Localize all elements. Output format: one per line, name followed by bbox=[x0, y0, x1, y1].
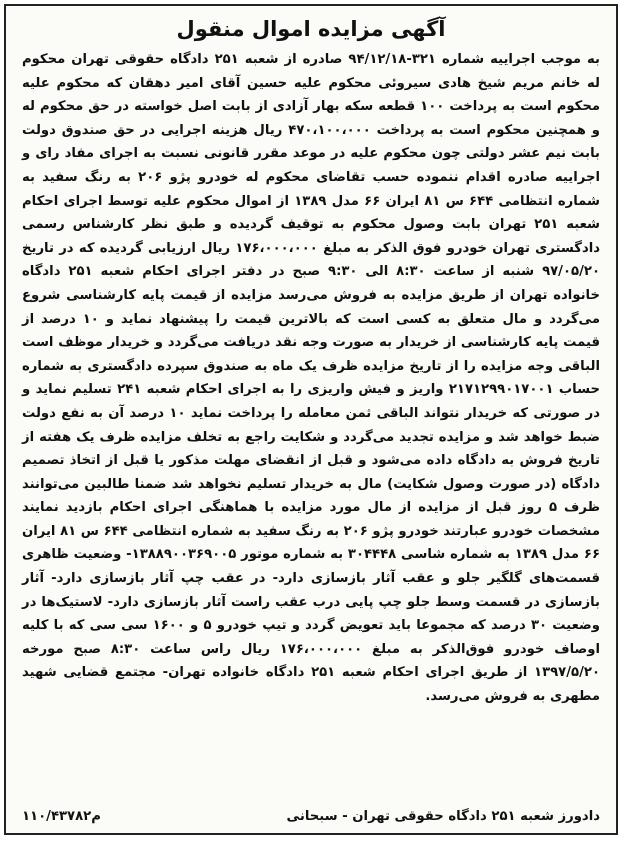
notice-signature: دادورز شعبه ۲۵۱ دادگاه حقوقی تهران - سبحانی bbox=[286, 809, 600, 824]
notice-body: به موجب اجراییه شماره ۳۲۱-۹۴/۱۲/۱۸ صادره از شعبه ۲۵۱ دادگاه حقوقی تهران محکوم له خانم مریم شیخ هادی سیروئی محکوم علیه حسین آقای امیر دهقان که محکوم علیه محکوم است به پرداخت ۱۰۰ قطعه سکه بهار آزادی از بابت اصل خواسته در حق محکوم له و همچنین محکوم است به پرداخت ۴۷۰،۱۰۰،۰۰۰ ریال هزینه اجرایی در حق صندوق دولت بابت نیم عشر دولتی چون محکوم علیه در موعد مقرر قانونی نسبت به اجرای مفاد رای و اجراییه صادره اقدام ننموده حسب تقاضای محکوم له خودرو پژو ۲۰۶ به رنگ سفید به شماره انتظامی ۶۴۴ س ۸۱ ایران ۶۶ مدل ۱۳۸۹ از اموال محکوم علیه توسط اجرای احکام شعبه ۲۵۱ تهران بابت وصول محکوم به توقیف گردیده و طبق نظر کارشناس رسمی دادگستری تهران خودرو فوق الذکر به مبلغ ۱۷۶،۰۰۰،۰۰۰ ریال ارزیابی گردیده که در تاریخ ۹۷/۰۵/۲۰ شنبه از ساعت ۸:۳۰ الی ۹:۳۰ صبح در دفتر اجرای احکام شعبه ۲۵۱ دادگاه خانواده تهران از طریق مزایده به فروش می‌رسد مزایده از قیمت پایه کارشناسی شروع می‌گردد و مال متعلق به کسی است که بالاترین قیمت را پیشنهاد نماید و ۱۰ درصد از قیمت پایه کارشناسی از خریدار به صورت وجه نقد دریافت می‌گردد و خریدار موظف است الباقی وجه مزایده را از تاریخ مزایده ظرف یک ماه به صندوق سپرده دادگستری به شماره حساب ۲۱۷۱۲۹۹۰۱۷۰۰۱ واریز و فیش واریزی را به اجرای احکام شعبه ۲۴۱ تسلیم نماید و در صورتی که خریدار نتواند الباقی ثمن معامله را پرداخت نماید ۱۰ درصد آن به نفع دولت ضبط خواهد شد و مزایده تجدید می‌گردد و شکایت راجع به تخلف مزایده ظرف یک هفته از تاریخ فروش به دادگاه داده می‌شود و قبل از انقضای مهلت مذکور یا قبل از اتخاذ تصمیم دادگاه (در صورت وصول شکایت) مال به خریدار تسلیم نخواهد شد ضمنا طالبین می‌توانند ظرف ۵ روز قبل از مزایده از مال مورد مزایده با هماهنگی اجرای احکام بازدید نمایند مشخصات خودرو عبارتند خودرو پژو ۲۰۶ به رنگ سفید به شماره انتظامی ۶۴۴ س ۸۱ ایران ۶۶ مدل ۱۳۸۹ به شماره شاسی ۳۰۴۴۴۸ به شماره موتور ۱۳۸۸۹۰۰۳۶۹۰۰۵- وضعیت ظاهری قسمت‌های گلگیر جلو و عقب آثار بازسازی دارد- در عقب چپ آثار بازسازی دارد- آثار بازسازی در قسمت وسط جلو چپ پایی درب عقب راست آثار بازسازی دارد- لاستیک‌ها در وضعیت ۳۰ درصد که مجموعا باید تعویض گردد و تیپ خودرو ۵ و ۱۶۰۰ سی سی که با کلیه اوصاف خودرو فوق‌الذکر به مبلغ ۱۷۶،۰۰۰،۰۰۰ ریال راس ساعت ۸:۳۰ صبح مورخه ۱۳۹۷/۵/۲۰ از طریق اجرای احکام شعبه ۲۵۱ دادگاه خانواده تهران- مجتمع قضایی شهید مطهری به فروش می‌رسد. bbox=[22, 52, 601, 705]
notice-title: آگهی مزایده اموال منقول bbox=[176, 17, 446, 41]
notice-code: ۱۱۰/۴۳۷۸۲م bbox=[22, 809, 101, 824]
auction-notice bbox=[4, 4, 618, 835]
notice-footer bbox=[22, 807, 600, 827]
